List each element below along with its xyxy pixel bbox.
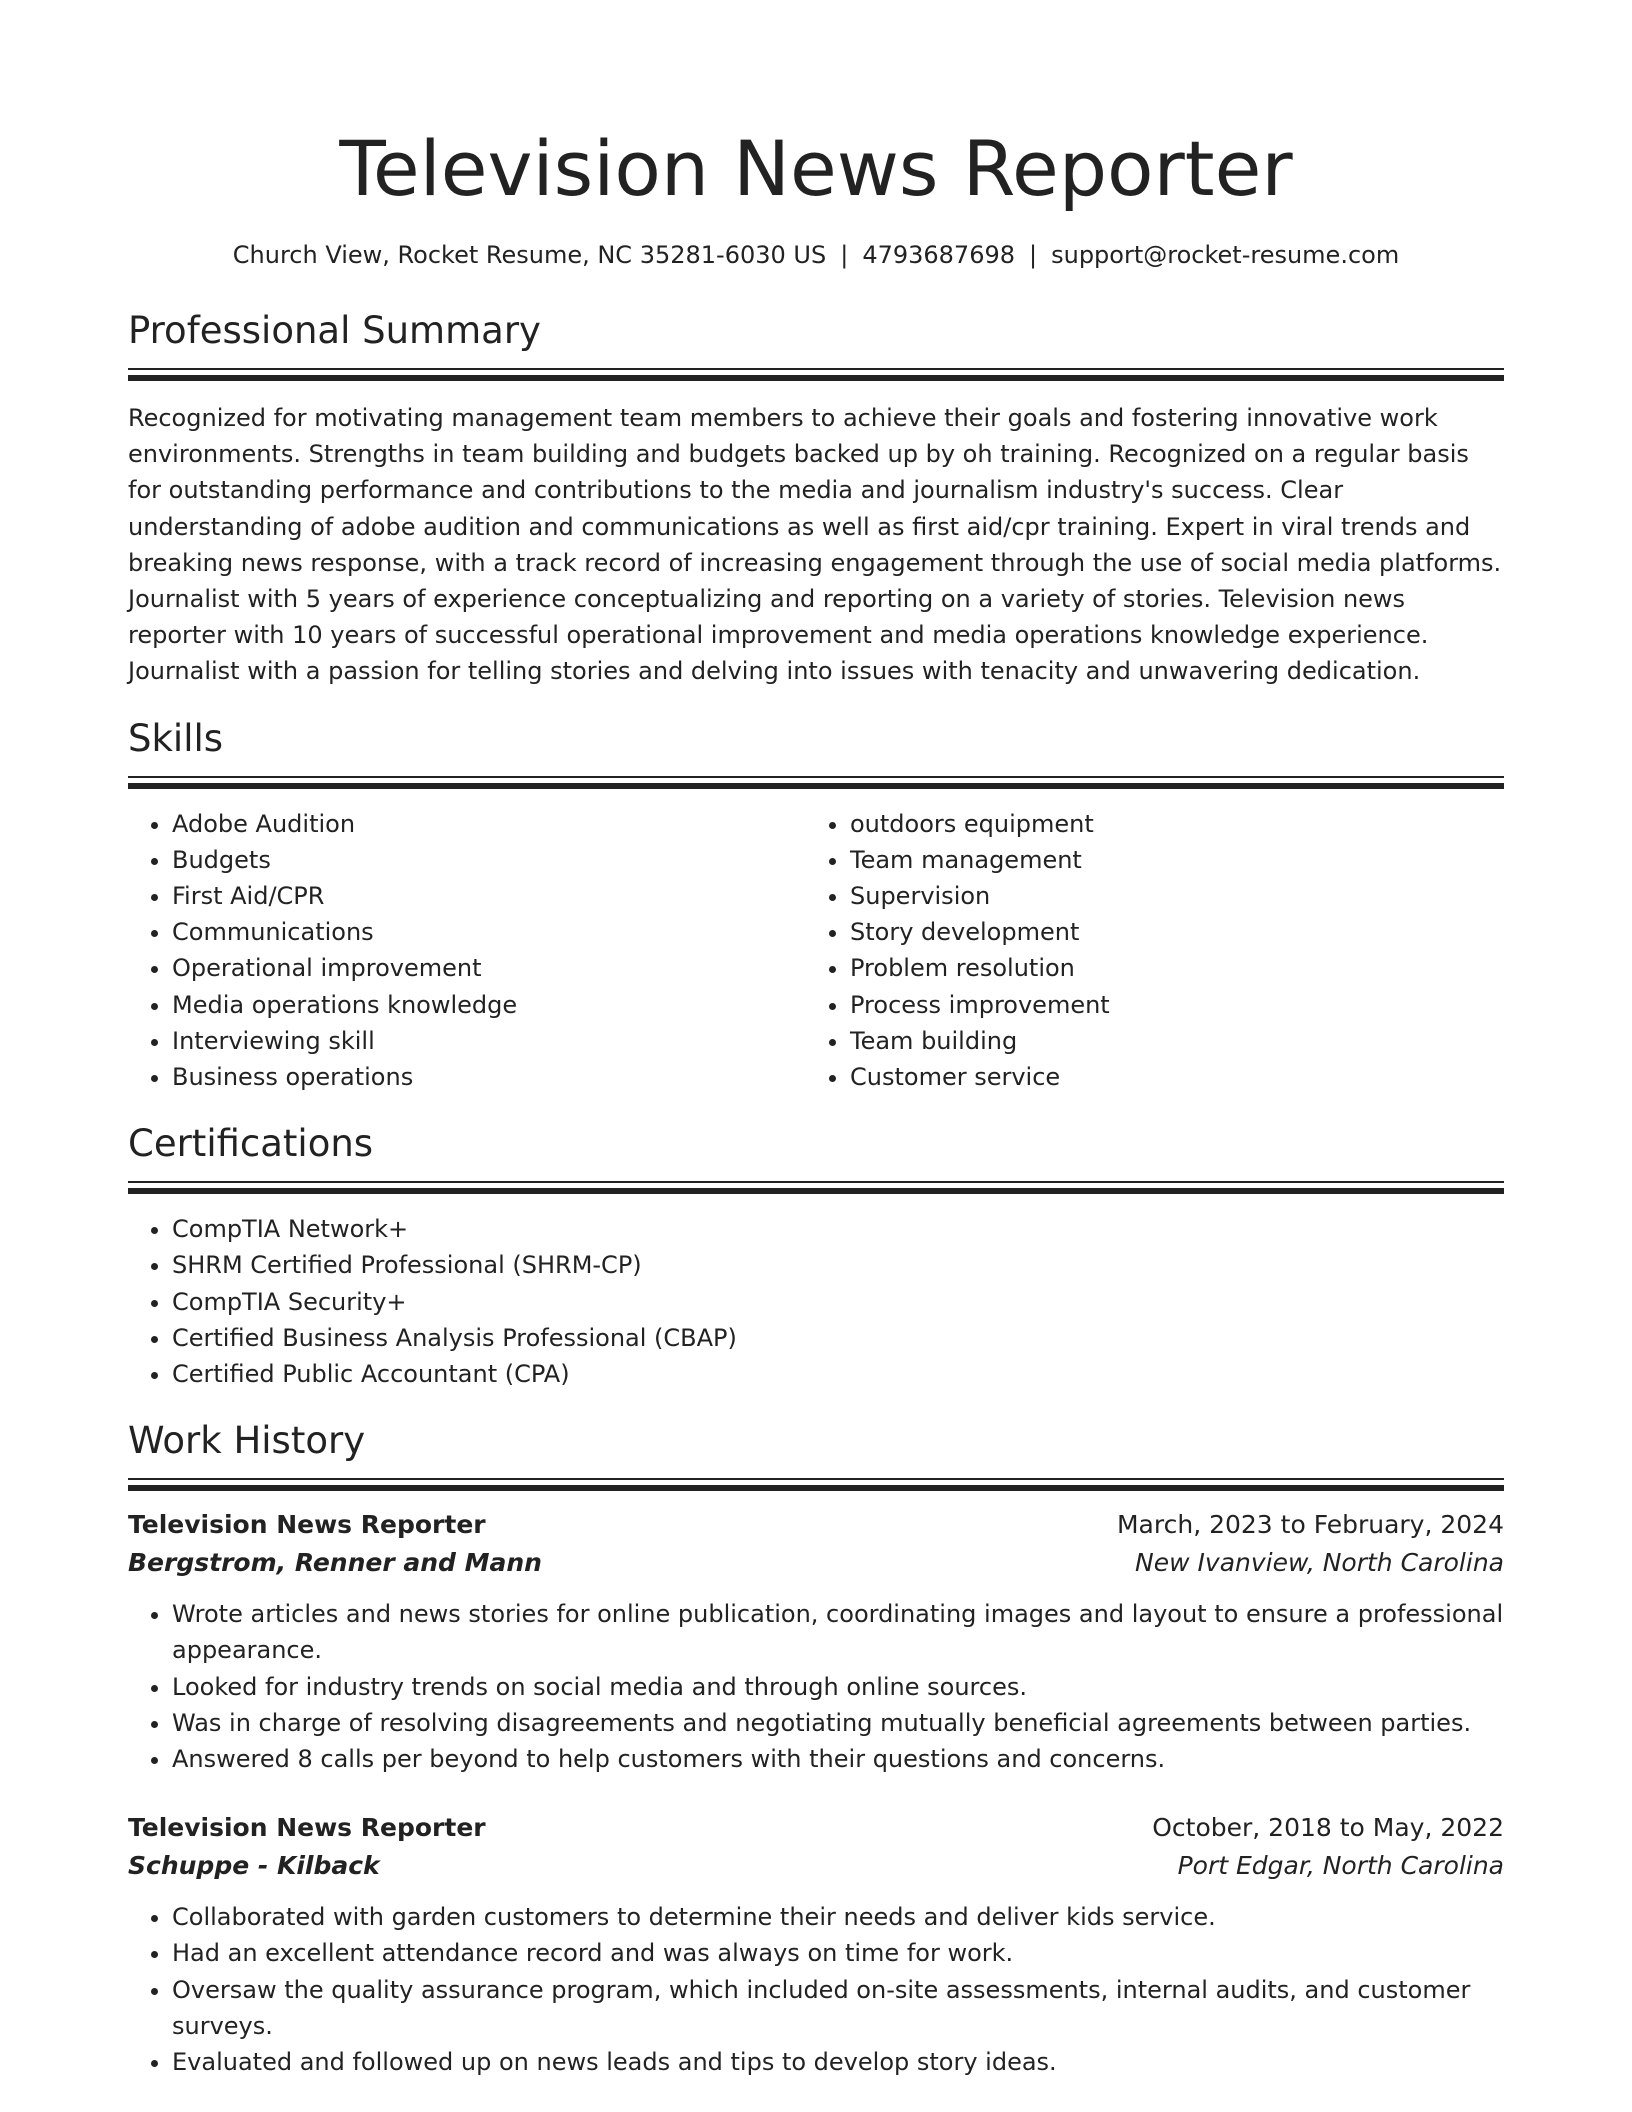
contact-address: Church View, Rocket Resume, NC 35281-6030 US [232, 241, 827, 269]
skill-item: • Media operations knowledge [172, 987, 806, 1023]
summary-section [128, 308, 1504, 690]
job-duties [128, 1596, 1504, 1777]
skills-column-left [128, 806, 806, 1096]
job-duties [128, 1899, 1504, 2080]
skill-item: • Team management [850, 842, 1484, 878]
job-dates: March, 2023 to February, 2024 [1116, 1510, 1504, 1540]
skill-item: • Communications [172, 914, 806, 950]
job-entry [128, 1506, 1504, 1777]
job-dates: October, 2018 to May, 2022 [1152, 1813, 1504, 1843]
job-duty-item: • Had an excellent attendance record and was always on time for work. [172, 1935, 1504, 1971]
certification-item: • CompTIA Security+ [172, 1284, 1504, 1320]
certification-item: • CompTIA Network+ [172, 1211, 1504, 1247]
skill-item: • First Aid/CPR [172, 878, 806, 914]
section-divider [128, 776, 1504, 788]
job-duty-item: • Oversaw the quality assurance program, which included on-site assessments, internal audits, and customer surveys. [172, 1972, 1504, 2044]
job-duty-item: • Evaluated and followed up on news leads and tips to develop story ideas. [172, 2044, 1504, 2080]
skill-item: • Adobe Audition [172, 806, 806, 842]
skill-item: • outdoors equipment [850, 806, 1484, 842]
job-header [128, 1809, 1504, 1847]
job-entry [128, 1809, 1504, 2080]
skill-item: • Supervision [850, 878, 1484, 914]
job-duty-item: • Collaborated with garden customers to determine their needs and deliver kids service. [172, 1899, 1504, 1935]
skill-item: • Operational improvement [172, 950, 806, 986]
certifications-section [128, 1121, 1504, 1392]
certifications-heading: Certifications [128, 1122, 374, 1166]
contact-line [128, 239, 1504, 271]
contact-phone: 4793687698 [862, 241, 1016, 269]
skill-item: • Problem resolution [850, 950, 1484, 986]
resume-page [128, 0, 1504, 2080]
job-location: New Ivanview, North Carolina [1135, 1548, 1504, 1578]
section-divider [128, 1181, 1504, 1193]
summary-heading: Professional Summary [128, 309, 541, 352]
skills-column-right [806, 806, 1484, 1096]
job-subheader [128, 1544, 1504, 1582]
job-company: Bergstrom, Renner and Mann [128, 1548, 542, 1578]
certifications-list [128, 1211, 1504, 1392]
job-title: Television News Reporter [128, 1510, 486, 1540]
job-subheader [128, 1847, 1504, 1885]
skill-item: • Story development [850, 914, 1484, 950]
section-divider [128, 368, 1504, 380]
job-duty-item: • Looked for industry trends on social media and through online sources. [172, 1669, 1504, 1705]
job-company: Schuppe - Kilback [128, 1851, 380, 1881]
skill-item: • Business operations [172, 1059, 806, 1095]
certification-item: • Certified Public Accountant (CPA) [172, 1356, 1504, 1392]
contact-separator: | [840, 241, 849, 269]
job-header [128, 1506, 1504, 1544]
job-location: Port Edgar, North Carolina [1177, 1851, 1504, 1881]
summary-text: Recognized for motivating management team members to achieve their goals and fostering innovative work environments. Strengths in team building and budgets backed up by oh training. Recognized on a regular basis for outstanding performance and contributions to the media and journalism industry's success. Clear understanding of adobe audition and communications as well as first aid/cpr training. Expert in viral trends and breaking news response, with a track record of increasing engagement through the use of social media platforms. Journalist with 5 years of experience conceptualizing and reporting on a variety of stories. Television news reporter with 10 years of successful operational improvement and media operations knowledge experience. Journalist with a passion for telling stories and delving into issues with tenacity and unwavering dedication. [128, 404, 1502, 686]
resume-name: Television News Reporter [339, 124, 1293, 213]
skill-item: • Budgets [172, 842, 806, 878]
job-duty-item: • Was in charge of resolving disagreements and negotiating mutually beneficial agreements between parties. [172, 1705, 1504, 1741]
work-history-section [128, 1418, 1504, 2080]
contact-separator: | [1029, 241, 1038, 269]
skill-item: • Customer service [850, 1059, 1484, 1095]
skills-section [128, 716, 1504, 1096]
skill-item: • Interviewing skill [172, 1023, 806, 1059]
skill-item: • Process improvement [850, 987, 1484, 1023]
certification-item: • SHRM Certified Professional (SHRM-CP) [172, 1247, 1504, 1283]
skill-item: • Team building [850, 1023, 1484, 1059]
job-duty-item: • Wrote articles and news stories for online publication, coordinating images and layout to ensure a professional appearance. [172, 1596, 1504, 1668]
job-title: Television News Reporter [128, 1813, 486, 1843]
contact-email: support@rocket-resume.com [1051, 241, 1400, 269]
skills-grid [128, 806, 1504, 1096]
job-duty-item: • Answered 8 calls per beyond to help customers with their questions and concerns. [172, 1741, 1504, 1777]
certification-item: • Certified Business Analysis Professional (CBAP) [172, 1320, 1504, 1356]
skills-heading: Skills [128, 716, 224, 760]
section-divider [128, 1478, 1504, 1490]
work-history-heading: Work History [128, 1419, 366, 1463]
